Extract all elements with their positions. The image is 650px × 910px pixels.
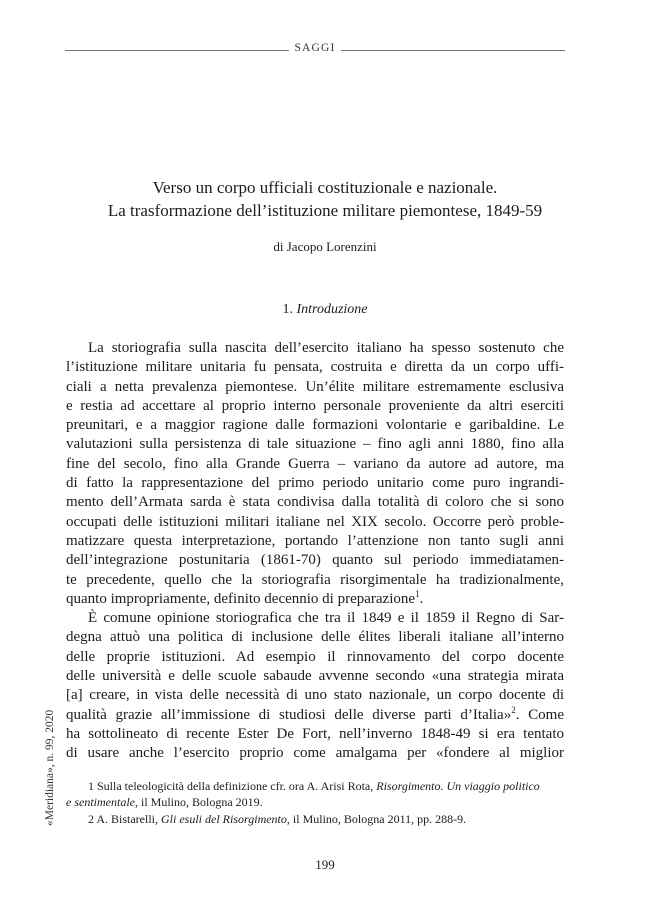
text-line: È comune opinione storiografica che tra il 1849 e il 1859 il Regno di Sar- (88, 610, 564, 627)
text-line: dell’integrazione postunitaria (1861-70) quanto sul periodo immediatamen- (66, 552, 564, 569)
page-number: 199 (315, 857, 335, 872)
text-segment: . (419, 590, 424, 607)
text-line: di fatto la rappresentazione del primo periodo unitario come puro ingrandi- (66, 475, 564, 492)
footnote-number: 2 (88, 812, 94, 826)
text-line: matizzare questa interpretazione, portando l’attenzione non tanto sugli anni (66, 532, 564, 549)
text-segment: quanto impropriamente, definito decennio di preparazione (66, 590, 416, 607)
footnote-italic: e sentimentale (66, 795, 135, 809)
article-title (0, 176, 650, 222)
body-text (66, 339, 564, 764)
section-number: 1. (282, 302, 293, 317)
text-line: di usare anche l’esercito proprio come amalgama per «fondere al miglior (66, 745, 564, 762)
text-line: delle università e delle scuole sabaude avvenne secondo «una strategia mirata (66, 668, 564, 685)
text-line: mento dell’Armata sarda è stata condivisa dalla totalità di coloro che si sono (66, 494, 564, 511)
footnote-text: , il Mulino, Bologna 2019. (134, 795, 263, 809)
text-line: l’istituzione militare unitaria fu pensata, costruita e diretta da un corpo uffi- (66, 359, 564, 376)
text-line: valutazioni sulla persistenza di tale situazione – fino agli anni 1880, fino alla (66, 436, 564, 453)
text-line: te precedente, quello che la storiografia risorgimentale ha tradizionalmente, (66, 571, 564, 588)
section-heading (0, 302, 650, 318)
text-line: degna attuò una politica di inclusione delle élites liberali italiane all’interno (66, 629, 564, 646)
text-line: La storiografia sulla nascita dell’esercito italiano ha spesso sostenuto che (88, 340, 564, 356)
footnote-number: 1 (88, 779, 94, 793)
text-line (66, 590, 564, 609)
title-line-2: La trasformazione dell’istituzione militare piemontese, 1849-59 (107, 201, 543, 220)
header-label: SAGGI (294, 42, 336, 54)
footnote-ref-2[interactable]: 2 (511, 704, 516, 715)
header-rule-right (341, 50, 565, 51)
text-line: occupati delle istituzioni militari italiane nel XIX secolo. Occorre però proble- (66, 513, 564, 530)
running-header (65, 42, 565, 54)
text-line: fine del secolo, fino alla Grande Guerra – variano da autore ad autore, ma (66, 455, 564, 472)
title-line-1: Verso un corpo ufficiali costituzionale e nazionale. (152, 178, 498, 197)
footnote-line (66, 794, 564, 810)
header-rule-left (65, 50, 289, 51)
text-line: [a] creare, in vista delle necessità di uno stato nazionale, un corpo docente di (66, 687, 564, 704)
footnote-text: Sulla teleologicità della definizione cfr. ora A. Arisi Rota, (97, 779, 374, 793)
footnote-line (66, 811, 564, 827)
footnote-italic: Risorgimento. Un viaggio politico (376, 779, 540, 793)
footnote-2 (66, 811, 564, 827)
text-line (66, 706, 564, 725)
text-line: preunitari, e a maggior ragione dalle formazioni volontarie e garibaldine. Le (66, 417, 564, 434)
footnote-italic: Gli esuli del Risorgimento (161, 812, 287, 826)
text-segment: . Come (515, 706, 564, 723)
footnote-1 (66, 778, 564, 810)
footnote-ref-1[interactable]: 1 (415, 588, 420, 599)
footnote-line (66, 778, 564, 794)
text-line: delle proprie istituzioni. Ad esempio il rinnovamento del corpo docente (66, 648, 564, 665)
text-segment: qualità grazie all’immissione di studiosi delle diverse parti d’Italia» (66, 706, 512, 723)
section-title: Introduzione (296, 302, 368, 317)
author-byline: di Jacopo Lorenzini (273, 239, 377, 254)
footnote-text: A. Bistarelli, (96, 812, 159, 826)
footnote-text: , il Mulino, Bologna 2011, pp. 288-9. (286, 812, 467, 826)
text-line: e restia ad accettare al proprio interno personale proveniente da altri eserciti (66, 397, 564, 414)
text-line: ciali a netta prevalenza piemontese. Un’élite militare estremamente esclusiva (66, 378, 564, 395)
journal-citation: «Meridiana», n. 99, 2020 (44, 709, 56, 826)
text-line: ha sottolineato di recente Ester De Fort, nell’inverno 1848-49 si era tentato (66, 725, 564, 742)
